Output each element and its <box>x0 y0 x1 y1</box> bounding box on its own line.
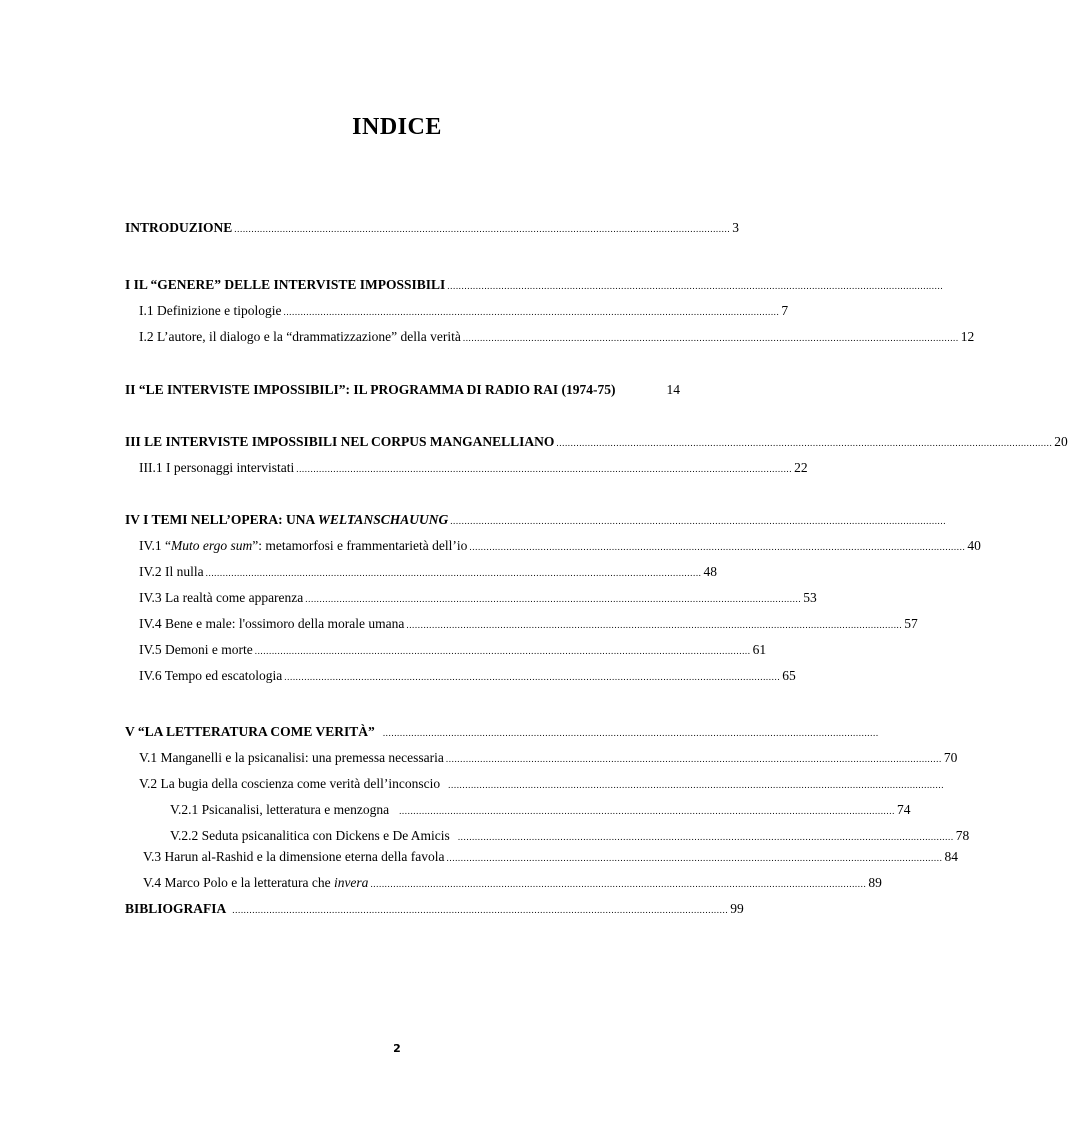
toc-entry-chapter-3[interactable] <box>0 432 1068 452</box>
toc-label: I IL “GENERE” DELLE INTERVISTE IMPOSSIBILI <box>125 277 446 292</box>
toc-label: III LE INTERVISTE IMPOSSIBILI NEL CORPUS MANGANELLIANO <box>125 434 555 449</box>
toc-page: 89 <box>868 875 882 890</box>
toc-label: V.1 Manganelli e la psicanalisi: una premessa necessaria <box>139 750 444 765</box>
toc-page: 12 <box>960 329 975 344</box>
toc-leader: .............................................................................................................................................................................. <box>462 333 959 343</box>
toc-label <box>125 510 448 530</box>
toc-leader: .............................................................................................................................................................................. <box>446 853 943 863</box>
toc-entry-3-1[interactable] <box>0 458 808 478</box>
toc-label-prefix: IV I TEMI NELL’OPERA: UNA <box>125 512 318 527</box>
toc-label: BIBLIOGRAFIA <box>125 901 227 916</box>
toc-label: V.2.1 Psicanalisi, letteratura e menzogna <box>170 802 390 817</box>
toc-entry-4-3[interactable] <box>0 588 817 608</box>
toc-label: V.2.2 Seduta psicanalitica con Dickens e De Amicis <box>170 828 450 843</box>
toc-entry-4-1[interactable] <box>0 536 981 556</box>
toc-label: IV.4 Bene e male: l'ossimoro della morale umana <box>139 616 405 631</box>
toc-page: 7 <box>781 303 789 318</box>
toc-leader: .............................................................................................................................................................................. <box>445 754 942 764</box>
toc-label: V “LA LETTERATURA COME VERITÀ” <box>125 724 375 739</box>
toc-leader: .............................................................................................................................................................................. <box>234 224 731 234</box>
toc-entry-chapter-5[interactable] <box>0 722 879 742</box>
toc-label: V.2 La bugia della coscienza come verità dell’inconscio <box>139 776 441 791</box>
toc-leader: .............................................................................................................................................................................. <box>382 728 879 738</box>
toc-label-italic: WELTANSCHAUUNG <box>317 512 449 527</box>
page-number: 2 <box>393 1042 401 1055</box>
toc-label: II “LE INTERVISTE IMPOSSIBILI”: IL PROGRAMMA DI RADIO RAI (1974-75) <box>125 382 616 397</box>
toc-leader: .............................................................................................................................................................................. <box>399 806 895 816</box>
toc-leader: .............................................................................................................................................................................. <box>232 905 729 915</box>
toc-entry-4-5[interactable] <box>0 640 794 660</box>
toc-leader: .............................................................................................................................................................................. <box>556 438 1053 448</box>
toc-page: 53 <box>803 590 817 605</box>
toc-label-prefix: IV.1 “ <box>139 538 171 553</box>
toc-page: 22 <box>794 460 808 475</box>
toc-entry-5-2-1[interactable] <box>0 800 911 820</box>
toc-entry-4-2[interactable] <box>0 562 794 582</box>
toc-leader: .............................................................................................................................................................................. <box>469 542 966 552</box>
toc-page: 65 <box>782 668 796 683</box>
toc-entry-5-1[interactable] <box>0 748 958 768</box>
toc-page: 78 <box>955 828 970 843</box>
toc-entry-4-4[interactable] <box>0 614 918 634</box>
page-title: INDICE <box>352 114 442 140</box>
toc-label-italic: Muto ergo sum <box>171 538 253 553</box>
toc-leader: .............................................................................................................................................................................. <box>447 281 944 291</box>
toc-entry-chapter-2[interactable] <box>0 380 794 400</box>
toc-label: III.1 I personaggi intervistati <box>139 460 295 475</box>
toc-page: 70 <box>943 750 958 765</box>
toc-page: 3 <box>732 220 739 235</box>
toc-entry-5-4[interactable] <box>0 873 882 893</box>
toc-label: IV.2 Il nulla <box>139 564 204 579</box>
toc-leader: .............................................................................................................................................................................. <box>283 307 780 317</box>
toc-page: 40 <box>967 538 981 553</box>
toc-label: V.3 Harun al-Rashid e la dimensione eterna della favola <box>143 849 445 864</box>
toc-entry-chapter-1[interactable] <box>0 275 944 295</box>
toc-entry-chapter-4[interactable] <box>0 510 947 530</box>
toc-entry-1-2[interactable] <box>0 327 975 347</box>
toc-page: 20 <box>1054 434 1068 449</box>
toc-label: IV.6 Tempo ed escatologia <box>139 668 283 683</box>
toc-label-italic: invera <box>333 875 369 890</box>
toc-leader: .............................................................................................................................................................................. <box>457 832 954 842</box>
toc-leader: .............................................................................................................................................................................. <box>296 464 793 474</box>
toc-page: 57 <box>904 616 918 631</box>
toc-entry-introduzione[interactable] <box>0 218 794 238</box>
toc-entry-4-6[interactable] <box>0 666 794 686</box>
toc-page: 74 <box>896 802 911 817</box>
toc-entry-bibliografia[interactable] <box>0 899 794 919</box>
toc-label <box>143 873 368 893</box>
toc-entry-5-2-2[interactable] <box>0 826 970 846</box>
toc-label: I.1 Definizione e tipologie <box>139 303 282 318</box>
toc-label: IV.3 La realtà come apparenza <box>139 590 304 605</box>
toc-leader: .............................................................................................................................................................................. <box>448 780 945 790</box>
toc-entry-1-1[interactable] <box>0 301 794 321</box>
toc-leader: .............................................................................................................................................................................. <box>254 646 751 656</box>
toc-leader: .............................................................................................................................................................................. <box>305 594 802 604</box>
toc-leader: .............................................................................................................................................................................. <box>370 879 867 889</box>
toc-label: I.2 L’autore, il dialogo e la “drammatizzazione” della verità <box>139 329 461 344</box>
toc-label-prefix: V.4 Marco Polo e la letteratura che <box>143 875 334 890</box>
toc-entry-5-3[interactable] <box>0 847 958 867</box>
toc-entry-5-2[interactable] <box>0 774 945 794</box>
toc-leader: .............................................................................................................................................................................. <box>284 672 781 682</box>
toc-page: 99 <box>730 901 744 916</box>
toc-leader: .............................................................................................................................................................................. <box>450 516 947 526</box>
toc-page: 84 <box>944 849 958 864</box>
toc-label: INTRODUZIONE <box>125 220 233 235</box>
toc-page: 48 <box>703 564 718 579</box>
toc-label <box>139 536 467 556</box>
toc-page: 14 <box>666 382 680 397</box>
toc-page: 61 <box>752 642 767 657</box>
toc-label: IV.5 Demoni e morte <box>139 642 253 657</box>
toc-label-suffix: ”: metamorfosi e frammentarietà dell’io <box>252 538 468 553</box>
toc-leader: .............................................................................................................................................................................. <box>205 568 702 578</box>
toc-leader: .............................................................................................................................................................................. <box>406 620 903 630</box>
